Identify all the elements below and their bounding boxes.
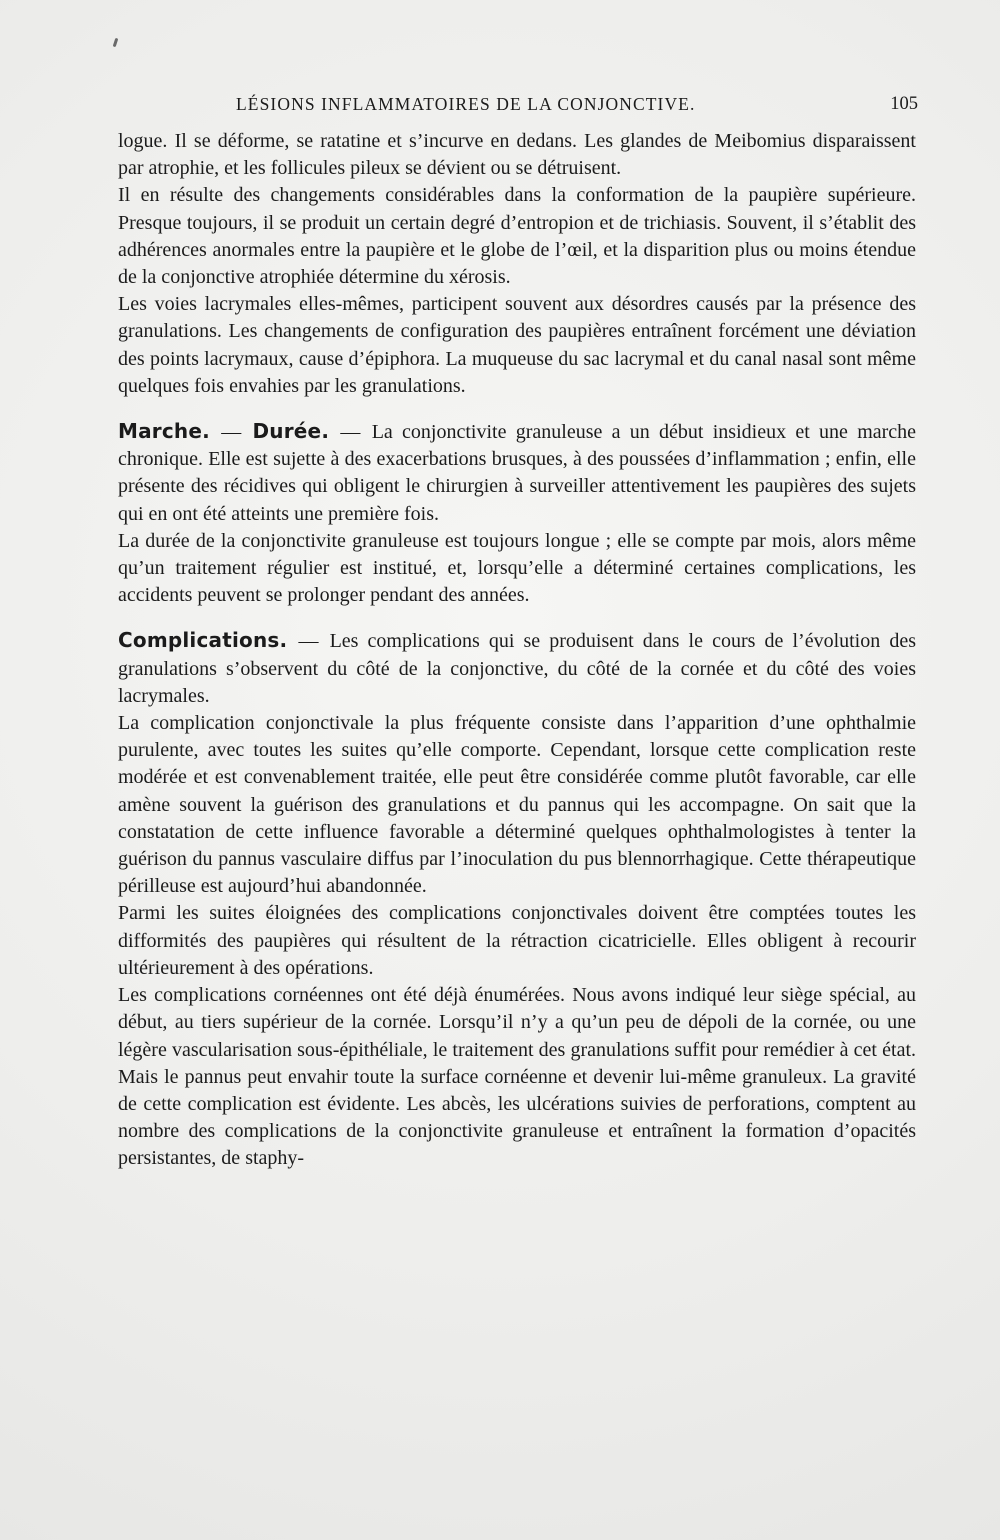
running-head-title: LÉSIONS INFLAMMATOIRES DE LA CONJONCTIVE. [236,94,696,114]
heading-duree: Durée. [252,419,330,444]
paragraph-suites-eloignees: Parmi les suites éloignées des complications conjonctivales doivent être comptées toutes les difformités des paupières qui résultent de la rétraction cicatricielle. Elles obligent à recourir ultérieurement à des opérations. [118,902,916,979]
paragraph-duree: La durée de la conjonctivite granuleuse est toujours longue ; elle se compte par mois, alors même qu’un traitement régulier est institué, et, lorsqu’elle a déterminé certaines complications, les accidents peuvent se prolonger pendant des années. [118,529,916,607]
heading-marche: Marche. [118,419,210,444]
paragraph-cornee: Les complications cornéennes ont été déjà énumérées. Nous avons indiqué leur siège spécial, au début, au tiers supérieur de la cornée. Lorsqu’il n’y a qu’un peu de dépoli de la cornée, ou une légère vascularisation sous-épithéliale, le traitement des granulations suffit pour remédier à cet état. Mais le pannus peut envahir toute la surface cornéenne et devenir lui-même granuleux. La gravité de cette complication est évidente. Les abcès, les ulcérations suivies de perforations, comptent au nombre des complications de la conjonctivite granuleuse et entraînent la formation d’opacités persistantes, de staphy- [118,984,916,1170]
page-number: 105 [890,94,918,114]
paragraph-entropion: Il en résulte des changements considérables dans la conformation de la paupière supérieure. Presque toujours, il se produit un certain degré d’entropion et de trichiasis. Souvent, il s’établit des adhérences anormales entre la paupière et le globe de l’œil, et la disparition plus ou moins étendue de la conjonctive atrophiée détermine du xérosis. [118,184,916,289]
heading-dash: — [221,421,242,444]
running-head [118,94,918,124]
paragraph-voies-lacrymales: Les voies lacrymales elles-mêmes, participent souvent aux désordres causés par la présence des granulations. Les changements de configuration des paupières entraînent forcément une déviation des points lacrymaux, cause d’épiphora. La muqueuse du sac lacrymal et du canal nasal sont même quelques fois envahies par les granulations. [118,293,916,397]
section-complications-text: Les complications qui se produisent dans le cours de l’évolution des granulations s’observent du côté de la conjonctive, du côté de la cornée et du côté des voies lacrymales. [118,630,917,707]
page-body [118,128,916,1173]
section-marche-text: La conjonctivite granuleuse a un début insidieux et une marche chronique. Elle est sujette à des exacerbations brusques, à des poussées d’inflammation ; enfin, elle présente des récidives qui obligent le chirurgien à surveiller attentivement les paupières des sujets qui en ont été atteints une première fois. [118,421,917,525]
paragraph-continued: logue. Il se déforme, se ratatine et s’incurve en dedans. Les glandes de Meibomius disparaissent par atrophie, et les follicules pileux se dévient ou se détruisent. [118,130,916,180]
heading-dash: — [298,630,319,653]
ink-speck [113,38,119,47]
heading-complications: Complications. [118,628,288,653]
paragraph-ophthalmie: La complication conjonctivale la plus fréquente consiste dans l’apparition d’une ophthalmie purulente, avec toutes les suites qu’elle comporte. Cependant, lorsque cette complication reste modérée et est convenablement traitée, elle peut être considérée comme plutôt favorable, car elle amène souvent la guérison des granulations et du pannus qui les accompagne. On sait que la constatation de cette influence favorable a déterminé quelques ophthalmologistes à tenter la guérison du pannus vasculaire diffus par l’inoculation du pus blennorrhagique. Cette thérapeutique périlleuse est aujourd’hui abandonnée. [118,712,916,898]
heading-dash: — [340,421,361,444]
section-complications-lead [118,627,916,710]
section-marche-lead [118,418,916,528]
